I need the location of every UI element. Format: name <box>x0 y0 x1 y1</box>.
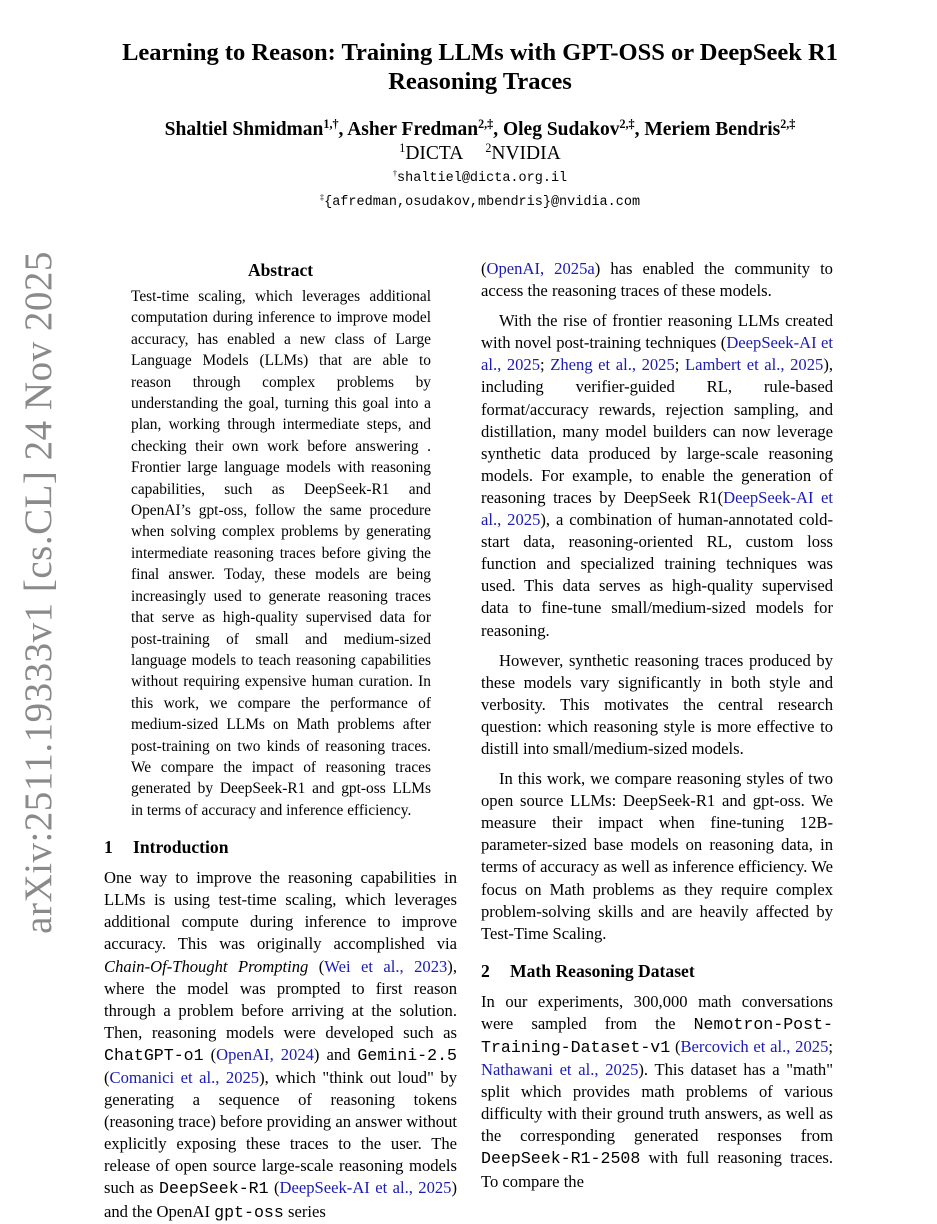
introduction-paragraph: With the rise of frontier reasoning LLMs created with novel post-training techniques (DeepSeek-AI et al., 2025; Zheng et al., 2025; Lambert et al., 2025), including verifier-guided RL, rule-based format/accuracy rewards, rejection sampling, and distillation, many model builders can now leverage synthetic data produced by large-scale reasoning models. For example, to enable the generation of reasoning traces by DeepSeek R1(DeepSeek-AI et al., 2025), a combination of human-annotated cold-start data, reasoning-oriented RL, custom loss function and specialized training techniques was used. This data serves as high-quality supervised data to fine-tune small/medium-sized models for reasoning. <box>481 311 834 640</box>
section-title: Introduction <box>133 837 229 858</box>
citation-link[interactable]: Lambert et al., 2025 <box>684 355 824 375</box>
citation-link[interactable]: Bercovich et al., 2025 <box>680 1037 829 1056</box>
model-name: ChatGPT-o1 <box>104 1045 204 1065</box>
body-text: , where the model was prompted to first reason through a problem before arriving at the solution. Then, reasoning models were developed such as <box>104 956 457 1042</box>
body-text: With the rise of frontier reasoning LLMs created with novel post-training techniques ( <box>481 311 833 353</box>
author-name: Oleg Sudakov <box>502 119 620 140</box>
email-line-nvidia <box>100 192 860 212</box>
citation-link[interactable]: DeepSeek-AI et al., 2025 <box>481 333 834 375</box>
email-mark: ‡ <box>319 192 325 202</box>
body-text: with full reasoning traces. To compare the <box>481 1148 833 1191</box>
body-text: and the OpenAI <box>104 1201 215 1221</box>
author-affiliation-mark: 1,† <box>323 116 339 131</box>
email-mark: † <box>392 168 398 178</box>
email-address[interactable]: {afredman,osudakov,mbendris}@nvidia.com <box>324 195 641 210</box>
citation-link[interactable]: OpenAI, 2024 <box>216 1044 314 1064</box>
dataset-paragraph: In our experiments, 300,000 math conversations were sampled from the Nemotron-Post-Training-Dataset-v1 (Bercovich et al., 2025; Nathawani et al., 2025). This dataset has a "math" split which provides math problems of various difficulty with their ground truth answers, as well as the corresponding generated responses from DeepSeek-R1-2508 with full reasoning traces. To compare the <box>481 991 834 1191</box>
body-text: ), including verifier-guided RL, rule-based format/accuracy rewards, rejection sampling, and distillation, many model builders can now leverage synthetic data produced by large-scale reasoning models. For example, to enable the generation of reasoning traces by DeepSeek R1( <box>481 355 833 507</box>
model-name: gpt-oss <box>214 1202 284 1222</box>
body-text: One way to improve the reasoning capabilities in LLMs is using test-time scaling, which leverages additional compute during inference to improve accuracy. This was originally accomplished via <box>104 868 457 954</box>
introduction-paragraph: However, synthetic reasoning traces produced by these models vary significantly in both style and verbosity. This motivates the central research question: which reasoning style is more effective to distill into small/medium-sized models. <box>481 650 833 758</box>
citation-link[interactable]: Nathawani et al., 2025 <box>481 1060 639 1080</box>
author-affiliation-mark: 2,‡ <box>478 116 494 131</box>
section-heading-introduction <box>104 835 457 859</box>
model-name: DeepSeek-R1-2508 <box>481 1149 641 1169</box>
affiliation-name: DICTA <box>405 143 464 164</box>
author-list: Shaltiel Shmidman$^{1,\dagger}$, Asher Fredman$^{2,\ddagger}$, Oleg Sudakov$^{2,\ddagger}$, Meriem Bendris$^{2,\ddagger}$ <box>164 116 796 140</box>
citation-link[interactable]: Comanici et al., 2025 <box>109 1068 260 1087</box>
body-text: series <box>283 1201 326 1221</box>
body-text: has enabled the community to access the reasoning traces of these models. <box>481 259 833 301</box>
arxiv-identifier-stamp <box>14 251 62 934</box>
introduction-paragraph: In this work, we compare reasoning styles of two open source LLMs: DeepSeek-R1 and gpt-oss. We measure their impact when fine-tuning 12B-parameter-sized base models on reasoning data, in terms of accuracy as well as inference efficiency. We focus on Math problems as they require complex problem-solving skills and are heavily affected by Test-Time Scaling. <box>481 769 833 943</box>
emphasis-text: Chain-Of-Thought Prompting <box>104 956 309 976</box>
email-line-dicta <box>100 168 860 188</box>
left-column <box>104 258 457 1224</box>
body-text: ), a combination of human-annotated cold-start data, reasoning-oriented RL, custom loss function and specialized training techniques was used. This data serves as high-quality supervised data to fine-tune small/medium-sized models for reasoning. <box>481 510 833 640</box>
citation-link[interactable]: DeepSeek-AI et al., 2025 <box>279 1178 452 1198</box>
model-name: Gemini-2.5 <box>357 1045 457 1065</box>
right-column <box>481 258 833 1193</box>
paper-title: Learning to Reason: Training LLMs with GPT-OSS or DeepSeek R1 Reasoning Traces <box>122 39 838 95</box>
affiliation-name: NVIDIA <box>491 143 561 164</box>
citation-link[interactable]: DeepSeek-AI et al., 2025 <box>481 487 834 530</box>
dataset-name: Nemotron-Post-Training-Dataset-v1 <box>481 1014 833 1057</box>
citation-link[interactable]: OpenAI, 2025a <box>486 259 595 278</box>
section-title: Math Reasoning Dataset <box>510 960 695 981</box>
introduction-paragraph-continued: (OpenAI, 2025a) has enabled the community to access the reasoning traces of these models. <box>481 259 833 301</box>
section-number: 1 <box>104 837 113 858</box>
abstract-heading: Abstract <box>247 260 314 280</box>
model-name: DeepSeek-R1 <box>159 1179 269 1199</box>
affiliation-list <box>100 142 860 166</box>
author-name: Meriem Bendris <box>644 119 781 140</box>
affiliation-number: 2 <box>485 140 492 155</box>
author-affiliation-mark: 2,‡ <box>780 116 796 131</box>
arxiv-identifier-text: arXiv:2511.19333v1 [cs.CL] 24 Nov 2025 <box>16 251 60 934</box>
section-heading-math-dataset <box>481 959 833 983</box>
email-address[interactable]: shaltiel@dicta.org.il <box>397 171 568 186</box>
body-text: , which "think out loud" by generating a sequence of reasoning tokens (reasoning trace) before providing an answer without explicitly exposing these traces to the user. The release of open source large-scale reasoning models such as <box>104 1068 457 1198</box>
citation-link[interactable]: Zheng et al., 2025 <box>550 355 675 375</box>
abstract-text: Test-time scaling, which leverages additional computation during inference to improve model accuracy, has enabled a new class of Large Language Models (LLMs) that are able to reason through complex problems by understanding the goal, turning this goal into a plan, working through intermediate steps, and checking their own work before answering . Frontier large language models with reasoning capabilities, such as DeepSeek-R1 and OpenAI’s gpt-oss, follow the same procedure when solving complex problems by generating intermediate reasoning traces before giving the final answer. Today, these models are being increasingly used to generate reasoning traces that serve as high-quality supervised data for post-training of small and medium-sized language models to teach reasoning capabilities without requiring expensive human curation. In this work, we compare the performance of medium-sized LLMs on Math problems after post-training on two kinds of reasoning traces. We compare the impact of reasoning traces generated by DeepSeek-R1 and gpt-oss LLMs in terms of accuracy and inference efficiency. <box>131 288 431 819</box>
author-affiliation-mark: 2,‡ <box>619 116 635 131</box>
author-name: Asher Fredman <box>347 119 479 140</box>
citation-link[interactable]: Wei et al., 2023 <box>324 956 448 976</box>
introduction-paragraph: One way to improve the reasoning capabilities in LLMs is using test-time scaling, which leverages additional compute during inference to improve accuracy. This was originally accomplished via Chain-Of-Thought Prompting (Wei et al., 2023), where the model was prompted to first reason through a problem before arriving at the solution. Then, reasoning models were developed such as ChatGPT-o1 (OpenAI, 2024) and Gemini-2.5 (Comanici et al., 2025), which "think out loud" by generating a sequence of reasoning tokens (reasoning trace) before providing an answer without explicitly exposing these traces to the user. The release of open source large-scale reasoning models such as DeepSeek-R1 (DeepSeek-AI et al., 2025) and the OpenAI gpt-oss series <box>104 868 457 1222</box>
body-text: In our experiments, 300,000 math conversations were sampled from the <box>481 991 833 1033</box>
author-name: Shaltiel Shmidman <box>164 119 324 140</box>
affiliation-number: 1 <box>399 140 406 155</box>
body-text: and <box>319 1044 358 1064</box>
section-number: 2 <box>481 960 490 981</box>
body-text: . This dataset has a "math" split which provides math problems of various difficulty with their ground truth answers, as well as the corresponding generated responses from <box>481 1060 834 1146</box>
